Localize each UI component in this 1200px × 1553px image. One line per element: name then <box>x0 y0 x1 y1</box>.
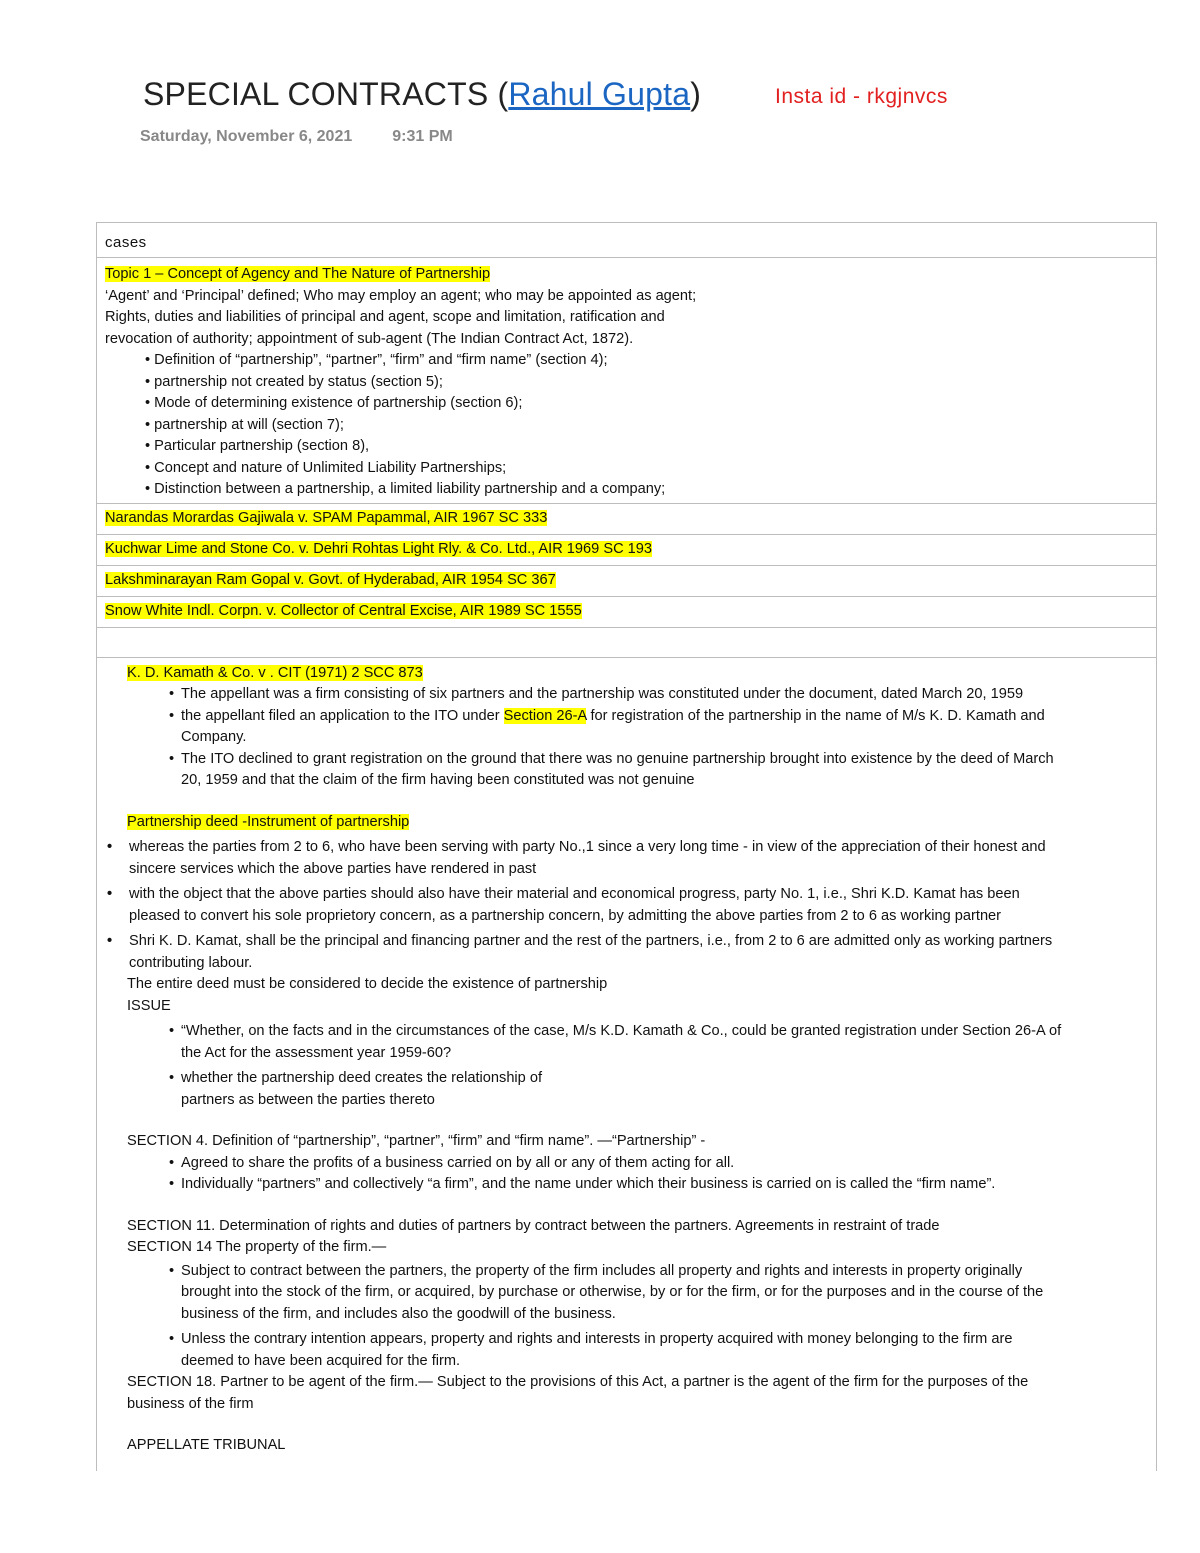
section-14-bullet: • Unless the contrary intention appears, property and rights and interests in property acquired with money belonging to the firm are <box>117 1329 1156 1351</box>
case-citation: Kuchwar Lime and Stone Co. v. Dehri Rohtas Light Rly. & Co. Ltd., AIR 1969 SC 193 <box>105 540 653 557</box>
deed-bullet: • with the object that the above parties should also have their material and economical progress, party No. 1, i.e., Shri K.D. Kamat has been <box>117 884 1156 906</box>
case-citation: Lakshminarayan Ram Gopal v. Govt. of Hyderabad, AIR 1954 SC 367 <box>105 571 556 588</box>
author-link[interactable]: Rahul Gupta <box>508 76 691 112</box>
cases-table <box>96 222 1157 1471</box>
section-14: SECTION 14 The property of the firm.— <box>127 1239 387 1255</box>
topic-line: Rights, duties and liabilities of principal and agent, scope and limitation, ratification and <box>105 309 665 325</box>
table-header-row <box>97 223 1157 258</box>
section-14-bullet-cont: business of the firm, and includes also the goodwill of the business. <box>181 1305 616 1322</box>
issue-bullet: • whether the partnership deed creates the relationship of <box>117 1068 1156 1090</box>
kamath-bullet-cont: 20, 1959 and that the claim of the firm having been constituted was not genuine <box>181 772 695 788</box>
empty-row <box>97 627 1157 657</box>
title-row <box>143 76 1143 120</box>
case-row <box>97 596 1157 627</box>
topic-row <box>97 258 1157 504</box>
deed-bullet-cont: contributing labour. <box>129 954 253 971</box>
issue-bullet-cont: partners as between the parties thereto <box>181 1091 435 1108</box>
topic-bullet: • Concept and nature of Unlimited Liability Partnerships; <box>145 459 507 476</box>
page-title: SPECIAL CONTRACTS (Rahul Gupta) <box>143 76 702 112</box>
topic-bullet: • partnership not created by status (section 5); <box>145 373 443 390</box>
deed-heading: Partnership deed -Instrument of partnership <box>127 813 410 830</box>
topic-bullet: • partnership at will (section 7); <box>145 416 344 433</box>
section-11: SECTION 11. Determination of rights and duties of partners by contract between the partners. Agreements in restraint of trade <box>127 1217 940 1234</box>
page-time: 9:31 PM <box>392 128 453 145</box>
topic-bullet: • Particular partnership (section 8), <box>145 438 370 454</box>
section-18-cont: business of the firm <box>127 1395 254 1412</box>
kamath-block <box>105 658 1156 1471</box>
section-4-bullet: • Individually “partners” and collectively “a firm”, and the name under which their business is carried on is called the “firm name”. <box>117 1174 1156 1196</box>
kamath-bullet: • The ITO declined to grant registration on the ground that there was no genuine partnership brought into existence by the deed of March <box>117 749 1156 771</box>
deed-bullet: • whereas the parties from 2 to 6, who have been serving with party No.,1 since a very long time - in view of the appreciation of their honest and <box>117 837 1156 859</box>
kamath-bullet-cont: Company. <box>181 729 247 745</box>
case-citation: Snow White Indl. Corpn. v. Collector of Central Excise, AIR 1989 SC 1555 <box>105 602 582 619</box>
topic-line: ‘Agent’ and ‘Principal’ defined; Who may employ an agent; who may be appointed as agent; <box>105 287 697 304</box>
entire-deed-note: The entire deed must be considered to decide the existence of partnership <box>127 976 608 992</box>
issue-bullet: • “Whether, on the facts and in the circumstances of the case, M/s K.D. Kamath & Co., could be granted registration under Section 26-A of <box>117 1021 1156 1043</box>
deed-bullet-cont: sincere services which the above parties have rendered in past <box>129 860 537 877</box>
section-18: SECTION 18. Partner to be agent of the firm.— Subject to the provisions of this Act, a partner is the agent of the firm for the purposes of the <box>127 1374 1029 1390</box>
topic-bullet: • Distinction between a partnership, a limited liability partnership and a company; <box>145 481 666 497</box>
kamath-bullet: • the appellant filed an application to the ITO under Section 26-A for registration of the partnership in the name of M/s K. D. Kamath and <box>117 706 1156 728</box>
page-meta <box>140 128 453 146</box>
kamath-heading: K. D. Kamath & Co. v . CIT (1971) 2 SCC 873 <box>127 664 423 681</box>
case-citation: Narandas Morardas Gajiwala v. SPAM Papammal, AIR 1967 SC 333 <box>105 509 548 526</box>
topic-bullet: • Mode of determining existence of partnership (section 6); <box>145 395 523 411</box>
section-14-bullet-cont: deemed to have been acquired for the firm. <box>181 1352 461 1369</box>
kamath-bullet: • The appellant was a firm consisting of six partners and the partnership was constituted under the document, dated March 20, 1959 <box>117 684 1156 706</box>
deed-bullet-cont: pleased to convert his sole proprietory concern, as a partnership concern, by admitting the above parties from 2 to 6 as working partner <box>129 907 1002 924</box>
issue-bullet-cont: the Act for the assessment year 1959-60? <box>181 1044 452 1061</box>
section-4: SECTION 4. Definition of “partnership”, “partner”, “firm” and “firm name”. —“Partnership” - <box>127 1133 706 1149</box>
section-14-bullet: • Subject to contract between the partners, the property of the firm includes all property and rights and interests in property originally <box>117 1261 1156 1283</box>
table-header-label: cases <box>105 234 147 251</box>
case-row <box>97 565 1157 596</box>
issue-label: ISSUE <box>127 997 171 1014</box>
topic-line: revocation of authority; appointment of sub-agent (The Indian Contract Act, 1872). <box>105 330 634 347</box>
section-4-bullet: • Agreed to share the profits of a business carried on by all or any of them acting for all. <box>117 1153 1156 1175</box>
page-date: Saturday, November 6, 2021 <box>140 128 353 145</box>
deed-bullet: • Shri K. D. Kamat, shall be the principal and financing partner and the rest of the partners, i.e., from 2 to 6 are admitted only as working partners <box>117 931 1156 953</box>
kamath-row <box>97 657 1157 1471</box>
case-row <box>97 534 1157 565</box>
insta-id: Insta id - rkgjnvcs <box>775 85 948 108</box>
section-14-bullet-cont: brought into the stock of the firm, or acquired, by purchase or otherwise, by or for the firm, or for the purposes and in the course of the <box>181 1284 1044 1300</box>
case-row <box>97 503 1157 534</box>
topic-block <box>105 258 1156 503</box>
appellate-tribunal: APPELLATE TRIBUNAL <box>127 1437 286 1453</box>
topic-heading: Topic 1 – Concept of Agency and The Nature of Partnership <box>105 266 491 282</box>
topic-bullet: • Definition of “partnership”, “partner”, “firm” and “firm name” (section 4); <box>145 352 608 368</box>
